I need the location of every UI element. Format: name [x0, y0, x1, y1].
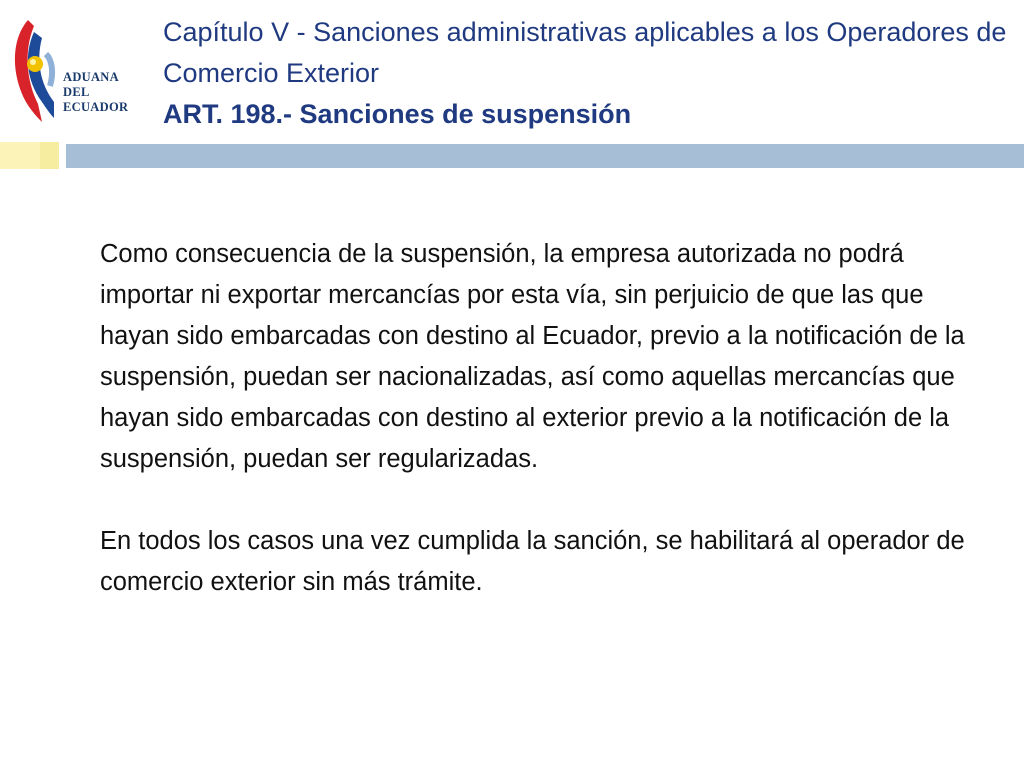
logo-line-2: DEL: [63, 85, 90, 99]
logo-wordmark: [63, 70, 128, 115]
article-title: ART. 198.- Sanciones de suspensión: [163, 99, 632, 129]
aduana-logo: [8, 14, 138, 128]
decorative-yellow-block-inner: [40, 142, 59, 169]
slide-body: [100, 234, 1000, 603]
logo-line-1: ADUANA: [63, 70, 119, 84]
logo-line-3: ECUADOR: [63, 100, 129, 114]
chapter-title: Capítulo V - Sanciones administrativas aplicables a los Operadores de Comercio Exterior: [163, 17, 1007, 88]
slide-title: [163, 12, 1013, 135]
body-paragraph-1: Como consecuencia de la suspensión, la empresa autorizada no podrá importar ni exportar mercancías por esta vía, sin perjuicio de que las que hayan sido embarcadas con destino al Ecuador, previo a la notificación de la suspensión, puedan ser nacionalizadas, así como aquellas mercancías que hayan sido embarcadas con destino al exterior previo a la notificación de la suspensión, puedan ser regularizadas.: [100, 240, 965, 473]
body-paragraph-2: En todos los casos una vez cumplida la sanción, se habilitará al operador de comercio exterior sin más trámite.: [100, 527, 965, 596]
decorative-header-bar: [66, 144, 1024, 168]
